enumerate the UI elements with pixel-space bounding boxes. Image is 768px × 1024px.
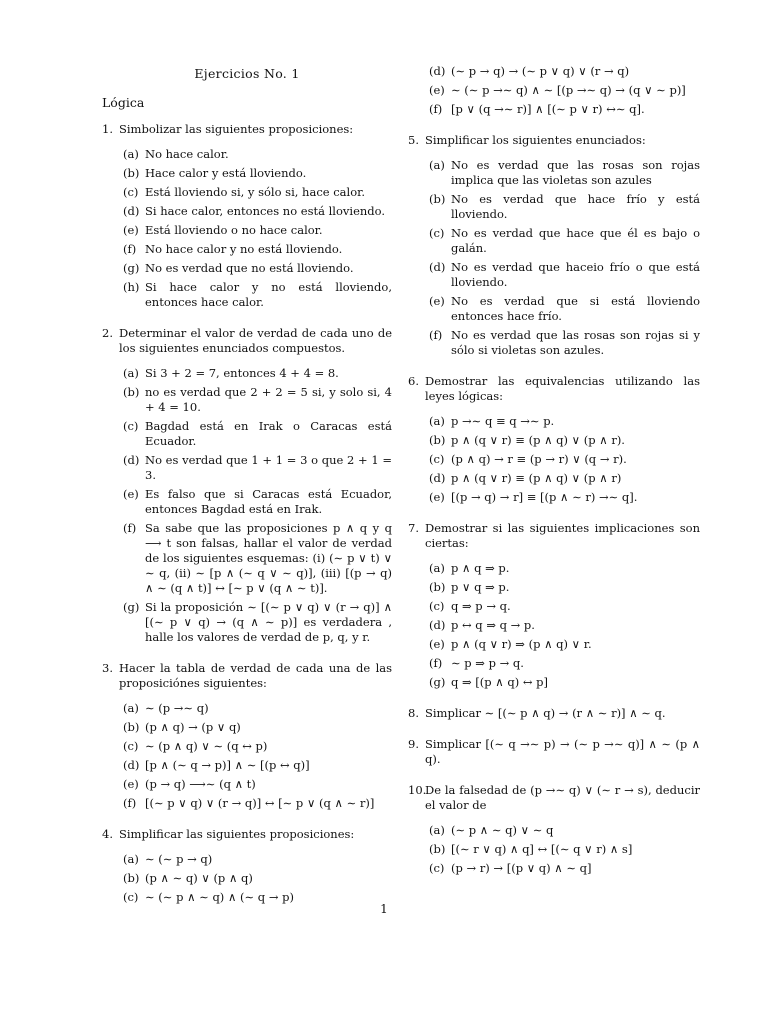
item-text: No es verdad que las rosas son rojas si y sólo si violetas son azules. — [451, 328, 700, 357]
exercise-items — [119, 366, 392, 645]
list-item — [425, 260, 700, 290]
item-text: Sa sabe que las proposiciones p ∧ q y q ⟶ t son falsas, hallar el valor de verdad de los siguientes esquemas: (i) (∼ p ∨ t) ∨ ∼ q, (ii) ∼ [p ∧ (∼ q ∨ ∼ q)], (iii) [(p → q) ∧ ∼ (q ∧ t)] ↔ [∼ p ∨ (q ∧ ∼ t)]. — [145, 521, 392, 595]
item-label: (c) — [429, 599, 445, 613]
item-text: No es verdad que 1 + 1 = 3 o que 2 + 1 = 3. — [145, 453, 392, 482]
item-label: (d) — [429, 260, 446, 274]
exercise — [102, 661, 392, 811]
item-text: (∼ p → q) → (∼ p ∨ q) ∨ (r → q) — [451, 64, 630, 78]
list-item — [425, 580, 700, 595]
item-label: (c) — [429, 226, 445, 240]
item-label: (a) — [123, 852, 139, 866]
exercise-statement: Hacer la tabla de verdad de cada una de las proposiciónes siguientes: — [119, 661, 392, 690]
page-subtitle: Lógica — [102, 95, 145, 110]
exercise — [102, 326, 392, 645]
item-label: (b) — [123, 385, 140, 399]
item-label: (f) — [429, 102, 443, 116]
exercise-items — [425, 823, 700, 876]
item-text: (p ∧ q) → (p ∨ q) — [145, 720, 241, 734]
list-item — [425, 433, 700, 448]
item-label: (a) — [123, 147, 139, 161]
item-label: (b) — [429, 192, 446, 206]
right-column — [408, 66, 700, 892]
item-text: No es verdad que hace que él es bajo o galán. — [451, 226, 700, 255]
list-item — [119, 453, 392, 483]
item-label: (e) — [123, 223, 139, 237]
item-text: [p ∧ (∼ q → p)] ∧ ∼ [(p ↔ q)] — [145, 758, 310, 772]
list-item — [119, 701, 392, 716]
list-item — [119, 871, 392, 886]
list-item — [119, 366, 392, 381]
exercise-number: 10. — [408, 783, 427, 797]
exercise-number: 2. — [102, 326, 113, 340]
item-text: Hace calor y está lloviendo. — [145, 166, 307, 180]
exercise — [102, 827, 392, 905]
item-text: (p ∧ ∼ q) ∨ (p ∧ q) — [145, 871, 253, 885]
item-text: Bagdad está en Irak o Caracas está Ecuador. — [145, 419, 392, 448]
list-item — [425, 471, 700, 486]
list-item — [425, 599, 700, 614]
item-label: (d) — [123, 204, 140, 218]
item-text: ∼ p ⇒ p → q. — [451, 656, 524, 670]
item-label: (c) — [429, 861, 445, 875]
item-text: No es verdad que hace frío y está lloviendo. — [451, 192, 700, 221]
list-item — [119, 261, 392, 276]
item-label: (b) — [123, 720, 140, 734]
exercise-items — [425, 561, 700, 690]
list-item — [119, 521, 392, 596]
exercise — [408, 374, 700, 505]
item-label: (a) — [429, 158, 445, 172]
item-label: (e) — [429, 83, 445, 97]
item-label: (b) — [429, 842, 446, 856]
exercise-items — [425, 64, 700, 117]
exercise-items — [119, 852, 392, 905]
item-text: Si hace calor y no está lloviendo, entonces hace calor. — [145, 280, 392, 309]
list-item — [119, 147, 392, 162]
item-label: (c) — [123, 185, 139, 199]
list-item — [119, 758, 392, 773]
item-label: (g) — [429, 675, 446, 689]
item-text: No es verdad que haceio frío o que está lloviendo. — [451, 260, 700, 289]
list-item — [119, 223, 392, 238]
item-label: (h) — [123, 280, 140, 294]
item-text: p ∧ (q ∨ r) ⇒ (p ∧ q) ∨ r. — [451, 637, 592, 651]
item-text: [(p → q) → r] ≡ [(p ∧ ∼ r) →∼ q]. — [451, 490, 638, 504]
item-text: no es verdad que 2 + 2 = 5 si, y solo si, 4 + 4 = 10. — [145, 385, 392, 414]
item-label: (c) — [123, 419, 139, 433]
exercise-statement: Simplificar los siguientes enunciados: — [425, 133, 646, 147]
item-label: (c) — [429, 452, 445, 466]
exercise-items — [119, 147, 392, 310]
item-label: (d) — [123, 758, 140, 772]
item-label: (c) — [123, 739, 139, 753]
exercise-statement: Determinar el valor de verdad de cada uno de los siguientes enunciados compuestos. — [119, 326, 392, 355]
list-item — [119, 185, 392, 200]
exercise-items — [425, 158, 700, 358]
item-label: (b) — [123, 166, 140, 180]
item-label: (a) — [429, 561, 445, 575]
item-label: (b) — [429, 433, 446, 447]
item-text: [(∼ r ∨ q) ∧ q] ↔ [(∼ q ∨ r) ∧ s] — [451, 842, 633, 856]
list-item — [119, 852, 392, 867]
item-label: (g) — [123, 261, 140, 275]
list-item — [425, 452, 700, 467]
exercise — [408, 783, 700, 876]
list-item — [119, 204, 392, 219]
item-label: (a) — [429, 414, 445, 428]
item-label: (a) — [123, 366, 139, 380]
list-item — [425, 192, 700, 222]
exercise-statement: De la falsedad de (p →∼ q) ∨ (∼ r → s), deducir el valor de — [425, 783, 700, 812]
list-item — [119, 280, 392, 310]
item-text: q ⇒ p → q. — [451, 599, 511, 613]
item-label: (d) — [429, 618, 446, 632]
item-label: (d) — [123, 453, 140, 467]
exercise-statement: Simplicar ∼ [(∼ p ∧ q) → (r ∧ ∼ r)] ∧ ∼ q. — [425, 706, 666, 720]
exercise-continuation — [408, 64, 700, 117]
item-text: No hace calor. — [145, 147, 229, 161]
item-text: ∼ (∼ p ∧ ∼ q) ∧ (∼ q → p) — [145, 890, 294, 904]
item-label: (e) — [123, 777, 139, 791]
page-number: 1 — [380, 902, 388, 916]
list-item — [425, 83, 700, 98]
item-label: (g) — [123, 600, 140, 614]
item-text: No es verdad que si está lloviendo entonces hace frío. — [451, 294, 700, 323]
list-item — [119, 385, 392, 415]
list-item — [425, 637, 700, 652]
item-label: (a) — [429, 823, 445, 837]
exercise-number: 1. — [102, 122, 113, 136]
list-item — [119, 242, 392, 257]
item-text: Si 3 + 2 = 7, entonces 4 + 4 = 8. — [145, 366, 339, 380]
item-label: (e) — [429, 294, 445, 308]
item-text: [(∼ p ∨ q) ∨ (r → q)] ↔ [∼ p ∨ (q ∧ ∼ r)] — [145, 796, 375, 810]
item-text: p ∨ q ⇒ p. — [451, 580, 510, 594]
item-text: (p → r) → [(p ∨ q) ∧ ∼ q] — [451, 861, 592, 875]
list-item — [425, 842, 700, 857]
page-title: Ejercicios No. 1 — [194, 66, 300, 81]
exercise-number: 6. — [408, 374, 419, 388]
item-label: (c) — [123, 890, 139, 904]
list-item — [119, 777, 392, 792]
exercise — [102, 122, 392, 310]
exercise — [408, 133, 700, 358]
list-item — [119, 720, 392, 735]
item-text: Está lloviendo o no hace calor. — [145, 223, 323, 237]
list-item — [425, 328, 700, 358]
list-item — [119, 487, 392, 517]
item-text: p →∼ q ≡ q →∼ p. — [451, 414, 555, 428]
item-label: (d) — [429, 471, 446, 485]
list-item — [425, 414, 700, 429]
item-text: p ∧ (q ∨ r) ≡ (p ∧ q) ∨ (p ∧ r). — [451, 433, 625, 447]
exercise-number: 7. — [408, 521, 419, 535]
item-text: ∼ (p ∧ q) ∨ ∼ (q ↔ p) — [145, 739, 268, 753]
item-text: q ⇒ [(p ∧ q) ↔ p] — [451, 675, 549, 689]
list-item — [425, 618, 700, 633]
list-item — [119, 796, 392, 811]
exercise-number: 3. — [102, 661, 113, 675]
list-item — [425, 675, 700, 690]
item-text: p ∧ (q ∨ r) ≡ (p ∧ q) ∨ (p ∧ r) — [451, 471, 622, 485]
item-label: (e) — [429, 637, 445, 651]
item-label: (e) — [123, 487, 139, 501]
item-label: (f) — [123, 521, 137, 535]
list-item — [425, 226, 700, 256]
list-item — [119, 600, 392, 645]
exercise-number: 9. — [408, 737, 419, 751]
item-text: p ↔ q ⇒ q → p. — [451, 618, 535, 632]
list-item — [425, 294, 700, 324]
item-text: No es verdad que las rosas son rojas implica que las violetas son azules — [451, 158, 700, 187]
list-item — [425, 823, 700, 838]
item-label: (f) — [429, 656, 443, 670]
item-text: ∼ (∼ p →∼ q) ∧ ∼ [(p →∼ q) → (q ∨ ∼ p)] — [451, 83, 686, 97]
exercise — [408, 706, 700, 721]
exercise — [408, 521, 700, 690]
exercise-statement: Demostrar las equivalencias utilizando las leyes lógicas: — [425, 374, 700, 403]
exercise-statement: Simplificar las siguientes proposiciones: — [119, 827, 355, 841]
exercise-number: 5. — [408, 133, 419, 147]
list-item — [119, 419, 392, 449]
item-text: Es falso que si Caracas está Ecuador, entonces Bagdad está en Irak. — [145, 487, 392, 516]
item-label: (f) — [429, 328, 443, 342]
exercise — [408, 737, 700, 767]
list-item — [425, 656, 700, 671]
item-text: ∼ (∼ p → q) — [145, 852, 213, 866]
item-label: (d) — [429, 64, 446, 78]
item-text: p ∧ q ⇒ p. — [451, 561, 510, 575]
item-text: Si hace calor, entonces no está lloviendo. — [145, 204, 386, 218]
item-label: (a) — [123, 701, 139, 715]
item-text: ∼ (p →∼ q) — [145, 701, 209, 715]
list-item — [119, 166, 392, 181]
item-label: (b) — [429, 580, 446, 594]
item-text: (∼ p ∧ ∼ q) ∨ ∼ q — [451, 823, 554, 837]
item-text: Está lloviendo si, y sólo si, hace calor. — [145, 185, 366, 199]
exercise-statement: Demostrar si las siguientes implicaciones son ciertas: — [425, 521, 700, 550]
list-item — [425, 490, 700, 505]
item-label: (e) — [429, 490, 445, 504]
item-label: (f) — [123, 242, 137, 256]
exercise-number: 8. — [408, 706, 419, 720]
item-text: (p → q) ⟶∼ (q ∧ t) — [145, 777, 256, 791]
item-text: (p ∧ q) → r ≡ (p → r) ∨ (q → r). — [451, 452, 627, 466]
list-item — [425, 561, 700, 576]
exercise-number: 4. — [102, 827, 113, 841]
exercise-statement: Simbolizar las siguientes proposiciones: — [119, 122, 354, 136]
list-item — [119, 739, 392, 754]
item-label: (f) — [123, 796, 137, 810]
exercise-items — [425, 414, 700, 505]
item-label: (b) — [123, 871, 140, 885]
item-text: [p ∨ (q →∼ r)] ∧ [(∼ p ∨ r) ↔∼ q]. — [451, 102, 645, 116]
item-text: Si la proposición ∼ [(∼ p ∨ q) ∨ (r → q)] ∧ [(∼ p ∨ q) → (q ∧ ∼ p)] es verdadera , halle los valores de verdad de p, q, y r. — [145, 600, 392, 644]
list-item — [425, 102, 700, 117]
item-text: No es verdad que no está lloviendo. — [145, 261, 354, 275]
exercise-items — [119, 701, 392, 811]
exercise-statement: Simplicar [(∼ q →∼ p) → (∼ p →∼ q)] ∧ ∼ (p ∧ q). — [425, 737, 700, 766]
item-text: No hace calor y no está lloviendo. — [145, 242, 343, 256]
list-item — [425, 861, 700, 876]
list-item — [425, 64, 700, 79]
left-column — [102, 62, 392, 921]
list-item — [425, 158, 700, 188]
